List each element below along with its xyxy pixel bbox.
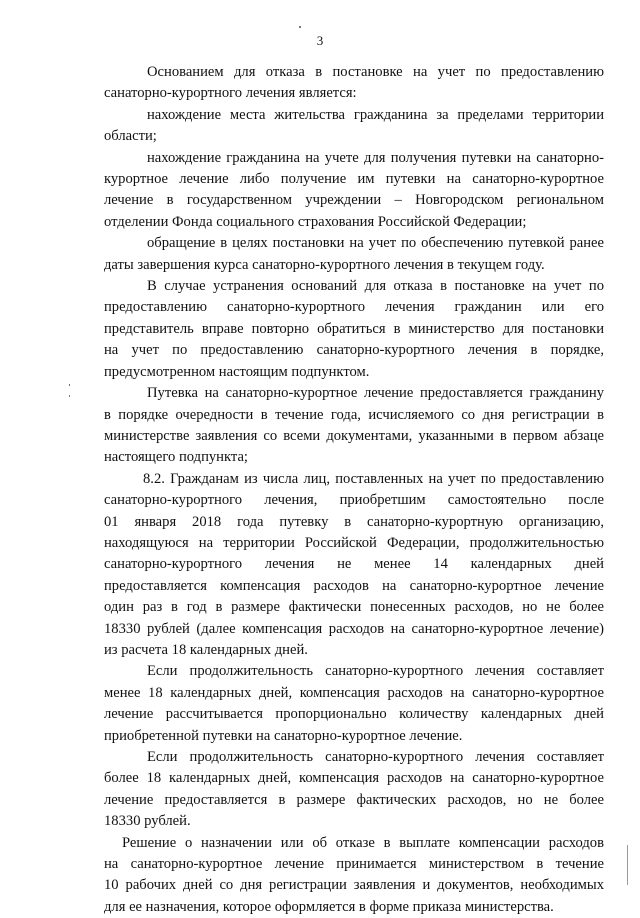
- paragraph-line: 18330 рублей.: [104, 813, 191, 830]
- paragraph-line: Решение о назначении или об отказе в выплате компенсации расходов: [122, 834, 604, 851]
- paragraph-line: настоящего подпункта;: [104, 449, 248, 466]
- paragraph-line: санаторно-курортного лечения, приобретшим самостоятельно после: [104, 492, 604, 509]
- paragraph-line: санаторно-курортного лечения является:: [104, 85, 357, 102]
- paragraph-line: в порядке очередности в течение года, исчисляемого со дня регистрации в: [104, 406, 604, 423]
- paragraph-line: министерстве заявления со всеми документами, указанными в первом абзаце: [104, 427, 604, 444]
- paragraph-line: находящуюся на территории Российской Федерации, продолжительностью: [104, 534, 604, 551]
- paragraph-line: нахождение гражданина на учете для получения путевки на санаторно-: [147, 149, 604, 166]
- paragraph-line: предусмотренном настоящим подпунктом.: [104, 363, 370, 380]
- paragraph-line: представитель вправе повторно обратиться в министерство для постановки: [104, 320, 604, 337]
- paragraph-line: более 18 календарных дней, компенсация расходов на санаторно-курортное: [104, 770, 604, 787]
- paragraph-line: В случае устранения оснований для отказа в постановке на учет по: [147, 278, 604, 295]
- paragraph-line: нахождение места жительства гражданина за пределами территории: [147, 106, 604, 123]
- paragraph-line: Если продолжительность санаторно-курортного лечения составляет: [147, 663, 604, 680]
- document-body: [104, 62, 604, 918]
- paragraph-line: из расчета 18 календарных дней.: [104, 641, 308, 658]
- paragraph-line: курортное лечение либо получение им путевки на санаторно-курортное: [104, 171, 604, 188]
- page-number: 3: [316, 33, 324, 48]
- paragraph-line: на учет по предоставлению санаторно-курортного лечения в порядке,: [104, 342, 604, 359]
- scan-dot: [69, 384, 70, 386]
- paragraph-line: лечение предоставляется в размере фактических расходов, но не более: [104, 791, 604, 808]
- paragraph-line: 10 рабочих дней со дня регистрации заявления и документов, необходимых: [104, 877, 604, 894]
- paragraph-line: приобретенной путевки на санаторно-курортное лечение.: [104, 727, 463, 744]
- paragraph-line: отделении Фонда социального страхования Российской Федерации;: [104, 213, 527, 230]
- paragraph-line: 8.2. Гражданам из числа лиц, поставленных на учет по предоставлению: [143, 470, 604, 487]
- paragraph-line: предоставлению санаторно-курортного лечения гражданин или его: [104, 299, 604, 316]
- paragraph-line: 01 января 2018 года путевку в санаторно-курортную организацию,: [104, 513, 604, 530]
- paragraph-line: лечение рассчитывается пропорционально количеству календарных дней: [104, 706, 604, 723]
- paragraph-line: обращение в целях постановки на учет по обеспечению путевкой ранее: [147, 235, 604, 252]
- paragraph-line: лечение в государственном учреждении – Новгородском региональном: [104, 192, 604, 209]
- paragraph-line: Основанием для отказа в постановке на учет по предоставлению: [147, 64, 604, 80]
- scan-edge-mark: [627, 845, 628, 885]
- paragraph-line: один раз в год в размере фактически понесенных расходов, но не более: [104, 599, 604, 616]
- paragraph-line: области;: [104, 128, 157, 145]
- paragraph-line: для ее назначения, которое оформляется в форме приказа министерства.: [104, 898, 554, 915]
- scan-dot: [69, 395, 70, 397]
- paragraph-line: санаторно-курортного лечения не менее 14 календарных дней: [104, 556, 604, 573]
- scan-dot: [299, 26, 301, 28]
- paragraph-line: предоставляется компенсация расходов на санаторно-курортное лечение: [104, 577, 604, 594]
- paragraph-line: Путевка на санаторно-курортное лечение предоставляется гражданину: [147, 385, 604, 402]
- paragraph-line: даты завершения курса санаторно-курортного лечения в текущем году.: [104, 256, 545, 273]
- paragraph-line: менее 18 календарных дней, компенсация расходов на санаторно-курортное: [104, 684, 604, 701]
- paragraph-line: на санаторно-курортное лечение принимается министерством в течение: [104, 856, 604, 873]
- paragraph-line: 18330 рублей (далее компенсация расходов на санаторно-курортное лечение): [104, 620, 604, 637]
- paragraph-line: Если продолжительность санаторно-курортного лечения составляет: [147, 749, 604, 765]
